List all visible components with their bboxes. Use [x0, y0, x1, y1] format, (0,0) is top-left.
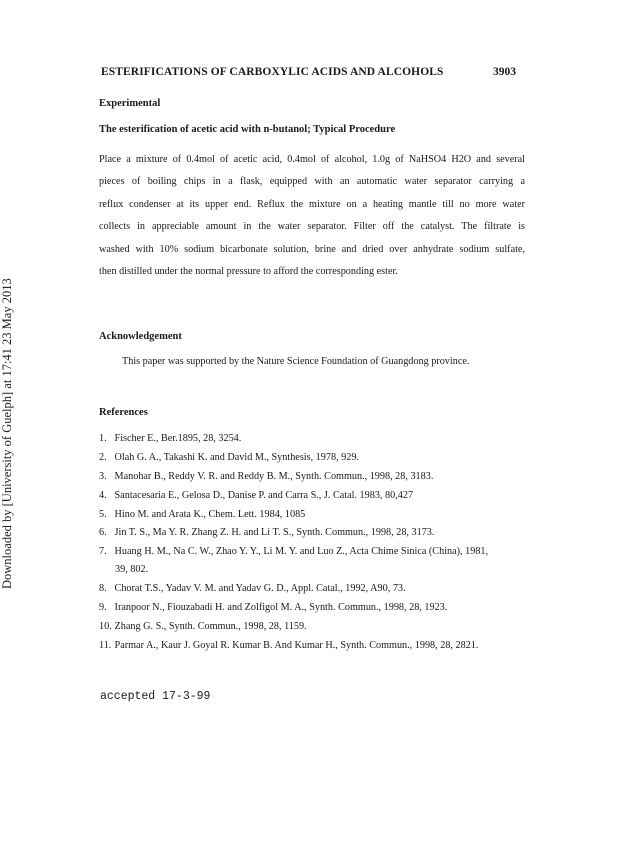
reference-number: 2.	[99, 451, 107, 463]
acknowledgement-text: This paper was supported by the Nature Science Foundation of Guangdong province.	[122, 356, 470, 367]
reference-number: 8.	[99, 583, 107, 595]
references-heading: References	[99, 407, 148, 418]
reference-item	[99, 601, 539, 620]
reference-number: 4.	[99, 489, 107, 501]
reference-item	[99, 451, 539, 470]
reference-number: 3.	[99, 470, 107, 482]
reference-text: Fischer E., Ber.1895, 28, 3254.	[114, 433, 242, 444]
reference-item	[99, 470, 539, 489]
reference-item	[99, 432, 539, 451]
reference-item	[99, 508, 539, 527]
procedure-text	[99, 149, 525, 283]
reference-text: Zhang G. S., Synth. Commun., 1998, 28, 1159.	[114, 621, 307, 633]
reference-item	[99, 582, 539, 601]
procedure-line: Place a mixture of 0.4mol of acetic acid, 0.4mol of alcohol, 1.0g of NaHSO4 H2O and several	[99, 154, 525, 165]
reference-number: 1.	[99, 433, 107, 444]
procedure-line: collects in appreciable amount in the water separator. Filter off the catalyst. The filtrate is	[99, 221, 525, 233]
reference-number: 6.	[99, 527, 107, 539]
reference-item	[99, 620, 539, 639]
reference-continuation: 39, 802.	[115, 564, 149, 576]
accepted-note: accepted 17-3-99	[100, 690, 211, 703]
reference-text: Chorat T.S., Yadav V. M. and Yadav G. D., Appl. Catal., 1992, A90, 73.	[114, 583, 406, 595]
reference-text: Iranpoor N., Fiouzabadi H. and Zolfigol M. A., Synth. Commun., 1998, 28, 1923.	[114, 602, 448, 614]
procedure-heading: The esterification of acetic acid with n-butanol; Typical Procedure	[99, 124, 396, 135]
reference-text: Olah G. A., Takashi K. and David M., Synthesis, 1978, 929.	[114, 451, 359, 463]
acknowledgement-heading: Acknowledgement	[99, 331, 182, 342]
reference-text: Manohar B., Reddy V. R. and Reddy B. M., Synth. Commun., 1998, 28, 3183.	[114, 470, 434, 482]
procedure-line: then distilled under the normal pressure to afford the corresponding ester.	[99, 265, 398, 277]
reference-text: Hino M. and Arata K., Chem. Lett. 1984, 1085	[114, 508, 306, 520]
reference-number: 11.	[99, 640, 112, 652]
page-number: 3903	[493, 66, 516, 78]
reference-text: Jin T. S., Ma Y. R. Zhang Z. H. and Li T. S., Synth. Commun., 1998, 28, 3173.	[114, 527, 435, 539]
reference-list	[99, 432, 539, 658]
reference-number: 7.	[99, 546, 107, 558]
procedure-line: washed with 10% sodium bicarbonate solution, brine and dried over anhydrate sodium sulfate,	[99, 243, 525, 255]
reference-item	[99, 545, 539, 582]
reference-item	[99, 526, 539, 545]
reference-number: 5.	[99, 508, 107, 520]
reference-text: Parmar A., Kaur J. Goyal R. Kumar B. And Kumar H., Synth. Commun., 1998, 28, 2821.	[114, 640, 479, 652]
reference-item	[99, 489, 539, 508]
experimental-heading: Experimental	[99, 98, 161, 109]
procedure-line: reflux condenser at its upper end. Reflux the mixture on a heating mantle till no more water	[99, 198, 525, 210]
download-watermark: Downloaded by [University of Guelph] at 17:41 23 May 2013	[0, 278, 14, 589]
reference-number: 9.	[99, 602, 107, 614]
reference-item	[99, 639, 539, 658]
running-head: ESTERIFICATIONS OF CARBOXYLIC ACIDS AND ALCOHOLS	[101, 66, 444, 78]
reference-text: Santacesaria E., Gelosa D., Danise P. and Carra S., J. Catal. 1983, 80,427	[114, 489, 414, 501]
procedure-line: pieces of boiling chips in a flask, equipped with an automatic water separator carrying a	[99, 176, 525, 188]
reference-number: 10.	[99, 621, 112, 633]
reference-text: Huang H. M., Na C. W., Zhao Y. Y., Li M. Y. and Luo Z., Acta Chime Sinica (China), 1981,	[114, 546, 489, 558]
